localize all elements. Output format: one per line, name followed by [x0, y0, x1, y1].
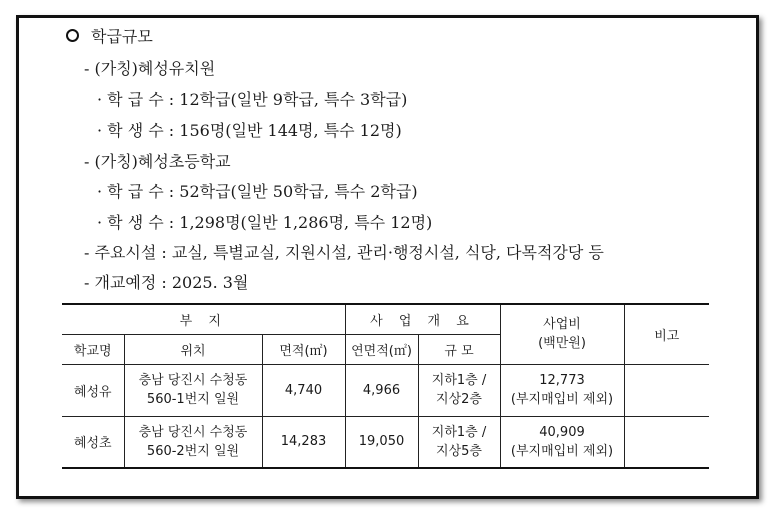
cell-note — [624, 416, 709, 468]
header-school: 학교명 — [62, 334, 124, 364]
header-site-group: 부 지 — [62, 304, 345, 334]
cell-floor-area: 19,050 — [345, 416, 418, 468]
header-cost-label: 사업비 — [543, 317, 581, 333]
header-overview-group: 사 업 개 요 — [345, 304, 500, 334]
section-heading — [66, 27, 153, 47]
cell-floor-area: 4,966 — [345, 364, 418, 416]
heading-text: 학급규모 — [91, 27, 153, 46]
cell-cost-note: (부지매입비 제외) — [510, 392, 614, 407]
cell-location — [124, 416, 262, 468]
table-row — [62, 416, 709, 468]
cell-location-line1: 충남 당진시 수청동 — [138, 424, 248, 440]
cell-scale-line1: 지하1층 / — [431, 373, 487, 388]
circle-bullet-icon — [66, 29, 79, 42]
cell-area: 14,283 — [262, 416, 345, 468]
cell-scale — [418, 416, 500, 468]
elementary-students: · 학 생 수 : 1,298명(일반 1,286명, 특수 12명) — [97, 213, 433, 232]
header-floor-area: 연면적(㎡) — [345, 334, 418, 364]
cell-scale-line2: 지상2층 — [436, 392, 482, 407]
cell-cost — [500, 416, 624, 468]
cell-location-line2: 560-2번지 일원 — [146, 443, 240, 459]
kindergarten-name: - (가칭)혜성유치원 — [84, 59, 216, 78]
cell-area: 4,740 — [262, 364, 345, 416]
table-row — [62, 364, 709, 416]
school-overview-table — [62, 303, 709, 469]
kindergarten-students: · 학 생 수 : 156명(일반 144명, 특수 12명) — [97, 121, 402, 140]
cell-scale — [418, 364, 500, 416]
cell-location-line2: 560-1번지 일원 — [146, 392, 240, 407]
opening-line: - 개교예정 : 2025. 3월 — [84, 273, 249, 292]
cell-school: 혜성초 — [62, 416, 124, 468]
header-location: 위치 — [124, 334, 262, 364]
header-scale: 규 모 — [418, 334, 500, 364]
kindergarten-classes: · 학 급 수 : 12학급(일반 9학급, 특수 3학급) — [97, 90, 408, 109]
cell-cost-value: 40,909 — [539, 424, 585, 440]
cell-scale-line1: 지하1층 / — [431, 424, 487, 440]
cell-location — [124, 364, 262, 416]
header-note: 비고 — [624, 304, 709, 364]
cell-cost-value: 12,773 — [539, 373, 585, 388]
cell-note — [624, 364, 709, 416]
header-cost-unit: (백만원) — [538, 336, 586, 352]
cell-cost — [500, 364, 624, 416]
cell-location-line1: 충남 당진시 수청동 — [138, 373, 248, 388]
cell-scale-line2: 지상5층 — [436, 443, 482, 459]
facilities-line: - 주요시설 : 교실, 특별교실, 지원시설, 관리·행정시설, 식당, 다목적강당 등 — [84, 243, 604, 262]
cell-school: 혜성유 — [62, 364, 124, 416]
elementary-name: - (가칭)혜성초등학교 — [84, 152, 231, 171]
cell-cost-note: (부지매입비 제외) — [510, 443, 614, 459]
elementary-classes: · 학 급 수 : 52학급(일반 50학급, 특수 2학급) — [97, 182, 418, 201]
header-cost — [500, 304, 624, 364]
header-area: 면적(㎡) — [262, 334, 345, 364]
